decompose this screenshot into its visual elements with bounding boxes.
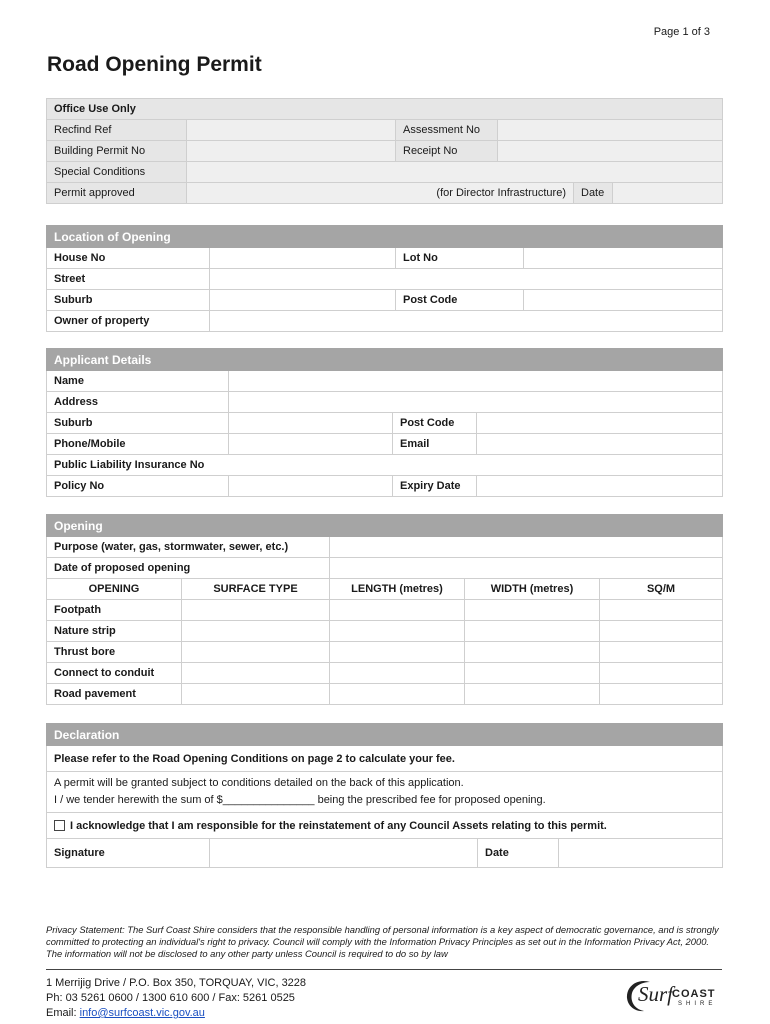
address-field[interactable] bbox=[229, 392, 723, 413]
applicant-post-code-field[interactable] bbox=[477, 413, 723, 434]
footer-address: 1 Merrijig Drive / P.O. Box 350, TORQUAY, VIC, 3228 bbox=[46, 977, 307, 989]
footpath-sqm-field[interactable] bbox=[600, 600, 723, 621]
page-number: Page 1 of 3 bbox=[653, 26, 710, 38]
applicant-suburb-field[interactable] bbox=[229, 413, 393, 434]
table-row bbox=[47, 600, 723, 621]
date-proposed-label: Date of proposed opening bbox=[47, 558, 330, 579]
privacy-statement: Privacy Statement: The Surf Coast Shire considers that the responsible handling of personal information is a key aspect of democratic governance, and is strongly committed to protecting an individual's right to privacy. Council will comply with the Information Privacy Principles as set out in the Information Privacy Act, 2000. The information will not be disclosed to any other party unless Council is required to do so by law bbox=[46, 924, 719, 959]
nature-strip-width-field[interactable] bbox=[465, 621, 600, 642]
house-no-field[interactable] bbox=[210, 248, 396, 269]
row-label-nature-strip: Nature strip bbox=[47, 621, 182, 642]
page-title: Road Opening Permit bbox=[47, 53, 262, 76]
street-label: Street bbox=[47, 269, 210, 290]
footer-phone: Ph: 03 5261 0600 / 1300 610 600 / Fax: 5261 0525 bbox=[46, 992, 295, 1004]
declaration-table bbox=[46, 723, 723, 868]
road-pavement-surface-field[interactable] bbox=[182, 684, 330, 705]
location-post-code-label: Post Code bbox=[396, 290, 524, 311]
assessment-label: Assessment No bbox=[396, 120, 498, 141]
footer-email-label: Email: bbox=[46, 1007, 80, 1019]
approval-date-label: Date bbox=[574, 183, 613, 204]
purpose-field[interactable] bbox=[330, 537, 723, 558]
logo-shire-text: SHIRE bbox=[678, 1001, 717, 1007]
row-label-connect-conduit: Connect to conduit bbox=[47, 663, 182, 684]
column-header-length: LENGTH (metres) bbox=[330, 579, 465, 600]
building-permit-label: Building Permit No bbox=[47, 141, 187, 162]
lot-no-label: Lot No bbox=[396, 248, 524, 269]
acknowledge-row bbox=[47, 813, 723, 839]
conduit-surface-field[interactable] bbox=[182, 663, 330, 684]
approval-date-field[interactable] bbox=[613, 183, 723, 204]
receipt-label: Receipt No bbox=[396, 141, 498, 162]
thrust-bore-width-field[interactable] bbox=[465, 642, 600, 663]
road-pavement-length-field[interactable] bbox=[330, 684, 465, 705]
tender-text: I / we tender herewith the sum of $_______________ being the prescribed fee for proposed opening. bbox=[54, 794, 546, 806]
footer-contact bbox=[46, 976, 306, 1021]
address-label: Address bbox=[47, 392, 229, 413]
column-header-opening: OPENING bbox=[47, 579, 182, 600]
road-pavement-sqm-field[interactable] bbox=[600, 684, 723, 705]
fee-reference-note: Please refer to the Road Opening Conditions on page 2 to calculate your fee. bbox=[47, 746, 723, 772]
row-label-footpath: Footpath bbox=[47, 600, 182, 621]
receipt-field[interactable] bbox=[498, 141, 723, 162]
date-proposed-field[interactable] bbox=[330, 558, 723, 579]
special-conditions-label: Special Conditions bbox=[47, 162, 187, 183]
logo-coast-text: COAST bbox=[672, 988, 716, 1000]
footer-email-line bbox=[46, 1006, 306, 1021]
owner-field[interactable] bbox=[210, 311, 723, 332]
policy-field[interactable] bbox=[229, 476, 393, 497]
location-suburb-label: Suburb bbox=[47, 290, 210, 311]
nature-strip-length-field[interactable] bbox=[330, 621, 465, 642]
phone-label: Phone/Mobile bbox=[47, 434, 229, 455]
signature-label: Signature bbox=[47, 839, 210, 868]
nature-strip-surface-field[interactable] bbox=[182, 621, 330, 642]
row-label-thrust-bore: Thrust bore bbox=[47, 642, 182, 663]
street-field[interactable] bbox=[210, 269, 723, 290]
applicant-suburb-label: Suburb bbox=[47, 413, 229, 434]
expiry-label: Expiry Date bbox=[393, 476, 477, 497]
thrust-bore-surface-field[interactable] bbox=[182, 642, 330, 663]
purpose-label: Purpose (water, gas, stormwater, sewer, etc.) bbox=[47, 537, 330, 558]
tender-statement bbox=[47, 772, 723, 813]
location-post-code-field[interactable] bbox=[524, 290, 723, 311]
footpath-surface-field[interactable] bbox=[182, 600, 330, 621]
acknowledge-text: I acknowledge that I am responsible for the reinstatement of any Council Assets relating to this permit. bbox=[70, 819, 607, 832]
declaration-date-label: Date bbox=[478, 839, 559, 868]
row-label-road-pavement: Road pavement bbox=[47, 684, 182, 705]
footer-divider bbox=[46, 969, 722, 970]
footer-email-link[interactable]: info@surfcoast.vic.gov.au bbox=[79, 1007, 205, 1019]
road-pavement-width-field[interactable] bbox=[465, 684, 600, 705]
location-heading: Location of Opening bbox=[47, 226, 723, 248]
recfind-label: Recfind Ref bbox=[47, 120, 187, 141]
thrust-bore-length-field[interactable] bbox=[330, 642, 465, 663]
table-row bbox=[47, 642, 723, 663]
assessment-field[interactable] bbox=[498, 120, 723, 141]
table-row bbox=[47, 684, 723, 705]
logo-surf-text: Surf bbox=[638, 982, 674, 1006]
office-use-heading: Office Use Only bbox=[47, 99, 723, 120]
opening-heading: Opening bbox=[47, 515, 723, 537]
owner-label: Owner of property bbox=[47, 311, 210, 332]
conduit-length-field[interactable] bbox=[330, 663, 465, 684]
opening-table bbox=[46, 514, 723, 705]
footpath-length-field[interactable] bbox=[330, 600, 465, 621]
insurance-label: Public Liability Insurance No bbox=[47, 455, 723, 476]
applicant-post-code-label: Post Code bbox=[393, 413, 477, 434]
phone-field[interactable] bbox=[229, 434, 393, 455]
declaration-date-field[interactable] bbox=[559, 839, 723, 868]
building-permit-field[interactable] bbox=[187, 141, 396, 162]
name-field[interactable] bbox=[229, 371, 723, 392]
acknowledge-checkbox[interactable] bbox=[54, 820, 65, 831]
permit-granted-text: A permit will be granted subject to conditions detailed on the back of this application. bbox=[54, 777, 464, 789]
column-header-sqm: SQ/M bbox=[600, 579, 723, 600]
policy-label: Policy No bbox=[47, 476, 229, 497]
expiry-field[interactable] bbox=[477, 476, 723, 497]
house-no-label: House No bbox=[47, 248, 210, 269]
lot-no-field[interactable] bbox=[524, 248, 723, 269]
permit-approved-label: Permit approved bbox=[47, 183, 187, 204]
applicant-table bbox=[46, 348, 723, 497]
location-suburb-field[interactable] bbox=[210, 290, 396, 311]
declaration-heading: Declaration bbox=[47, 724, 723, 746]
thrust-bore-sqm-field[interactable] bbox=[600, 642, 723, 663]
table-row bbox=[47, 621, 723, 642]
email-label: Email bbox=[393, 434, 477, 455]
column-header-surface-type: SURFACE TYPE bbox=[182, 579, 330, 600]
conduit-width-field[interactable] bbox=[465, 663, 600, 684]
table-row bbox=[47, 663, 723, 684]
name-label: Name bbox=[47, 371, 229, 392]
director-note: (for Director Infrastructure) bbox=[187, 183, 574, 204]
footpath-width-field[interactable] bbox=[465, 600, 600, 621]
office-use-table bbox=[46, 98, 723, 204]
signature-field[interactable] bbox=[210, 839, 478, 868]
column-header-width: WIDTH (metres) bbox=[465, 579, 600, 600]
special-conditions-field[interactable] bbox=[187, 162, 723, 183]
conduit-sqm-field[interactable] bbox=[600, 663, 723, 684]
nature-strip-sqm-field[interactable] bbox=[600, 621, 723, 642]
surf-coast-shire-logo bbox=[622, 976, 722, 1014]
location-table bbox=[46, 225, 723, 332]
email-field[interactable] bbox=[477, 434, 723, 455]
recfind-field[interactable] bbox=[187, 120, 396, 141]
applicant-heading: Applicant Details bbox=[47, 349, 723, 371]
